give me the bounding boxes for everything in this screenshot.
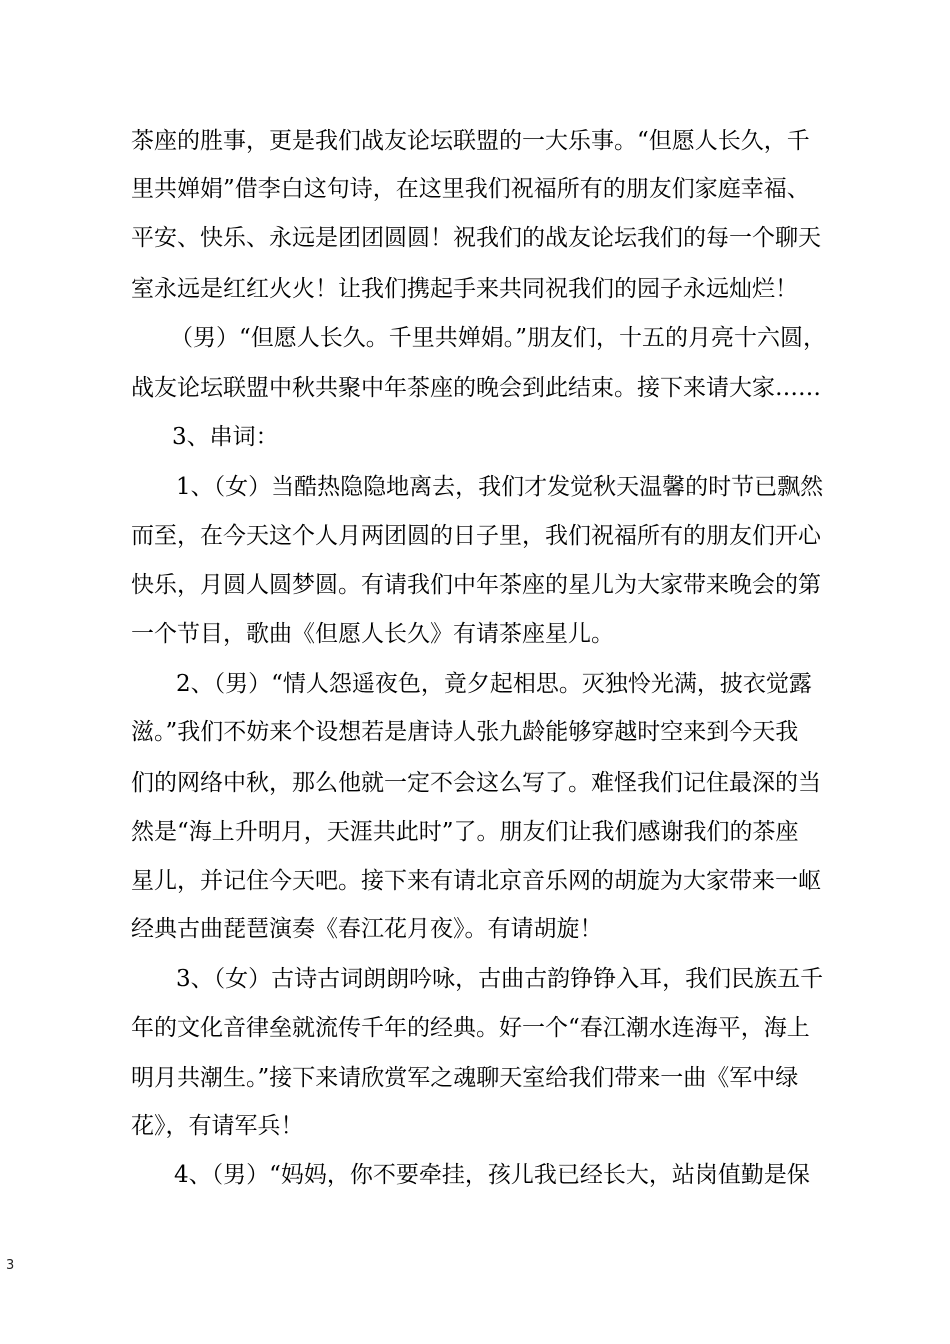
text-line: 战友论坛联盟中秋共聚中年茶座的晚会到此结束。接下来请大家……	[131, 375, 821, 401]
text-line: （男）“但愿人长久。千里共婵娟。”朋友们，十五的月亮十六圆，	[170, 325, 827, 351]
text-line: 经典古曲琵琶演奏《春江花月夜》。有请胡旋！	[131, 916, 603, 942]
text-line: 1、（女）当酷热隐隐地离去，我们才发觉秋天温馨的时节已飘然	[176, 474, 824, 500]
text-line: 明月共潮生。”接下来请欣赏军之魂聊天室给我们带来一曲《军中绿	[131, 1065, 799, 1091]
page-number: 3	[6, 1258, 15, 1273]
text-line: 3、（女）古诗古词朗朗吟咏，古曲古韵铮铮入耳，我们民族五千	[176, 966, 824, 992]
text-line: 一个节目，歌曲《但愿人长久》有请茶座星儿。	[131, 621, 614, 647]
text-line: 平安、快乐、永远是团团圆圆！祝我们的战友论坛我们的每一个聊天	[131, 225, 821, 251]
text-line: 里共婵娟”借李白这句诗，在这里我们祝福所有的朋友们家庭幸福、	[131, 176, 810, 202]
text-line: 茶座的胜事，更是我们战友论坛联盟的一大乐事。“但愿人长久，千	[131, 128, 810, 154]
text-line: 室永远是红红火火！让我们携起手来共同祝我们的园子永远灿烂！	[131, 276, 798, 302]
text-line: 星儿，并记住今天吧。接下来有请北京音乐网的胡旋为大家带来一岖	[131, 868, 821, 894]
section-heading: 3、串词：	[172, 424, 279, 450]
text-line: 们的网络中秋，那么他就一定不会这么写了。难怪我们记住最深的当	[131, 770, 821, 796]
text-line: 花》，有请军兵！	[131, 1113, 304, 1139]
text-line: 而至，在今天这个人月两团圆的日子里，我们祝福所有的朋友们开心	[131, 523, 821, 549]
text-line: 4、（男）“妈妈，你不要牵挂，孩儿我已经长大，站岗值勤是保	[174, 1162, 810, 1188]
text-line: 快乐，月圆人圆梦圆。有请我们中年茶座的星儿为大家带来晚会的第	[131, 572, 821, 598]
text-line: 滋。”我们不妨来个设想若是唐诗人张九龄能够穿越时空来到今天我	[131, 719, 799, 745]
text-line: 年的文化音律垒就流传千年的经典。好一个“春江潮水连海平，海上	[131, 1015, 810, 1041]
text-line: 2、（男）“情人怨遥夜色，竟夕起相思。灭独怜光满，披衣觉露	[176, 671, 812, 697]
text-line: 然是“海上升明月，天涯共此时”了。朋友们让我们感谢我们的茶座	[131, 819, 799, 845]
